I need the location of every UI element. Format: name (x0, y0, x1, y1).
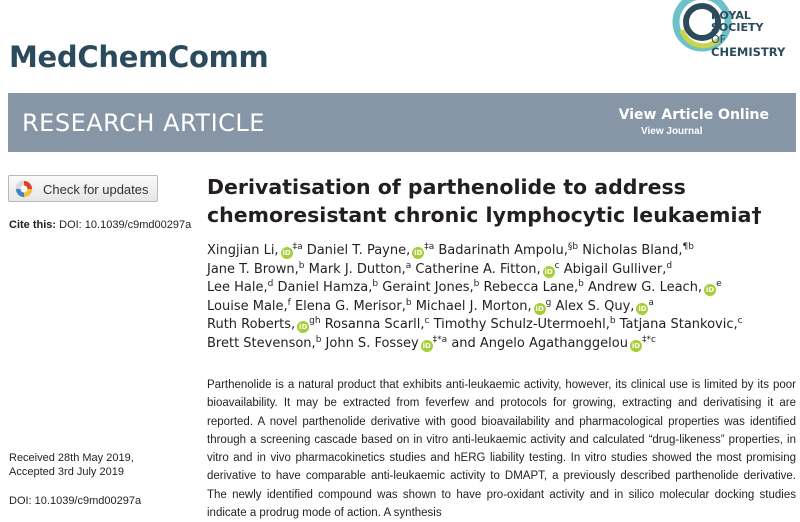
accepted-date: Accepted 3rd July 2019 (9, 466, 124, 478)
orcid-icon[interactable]: iD (705, 286, 715, 294)
publisher-line2: OF (711, 33, 726, 46)
author-line-4: Louise Male,$^f$ Elena G. Merisor,$^b$ Michael J. Morton, $iD^g$ Alex S. Quy, $iD^a$ (207, 297, 654, 314)
author-line-1: Xingjian Li, $iD^{\ddagger a}$ Daniel T. Payne, $iD^{\ddagger a}$ Badarinath Ampolu,$^{\S b}$ Nicholas Bland,$^{\P b}$ (207, 242, 694, 258)
crossmark-icon (15, 180, 33, 198)
orcid-icon[interactable]: iD (544, 267, 553, 276)
author-line-6: Brett Stevenson,$^b$ John S. Fossey $iD^{\ddagger*a}$ and Angelo Agathanggelou $iD^{\ddagger*c}$ (207, 334, 656, 351)
title-line-1: Derivatisation of parthenolide to address (207, 175, 686, 199)
orcid-icon[interactable]: iD (282, 249, 291, 257)
author-list (207, 242, 800, 353)
orcid-icon[interactable]: iD (414, 249, 423, 257)
publisher-name (711, 10, 800, 59)
view-journal-link[interactable]: View Journal (641, 126, 703, 137)
orcid-icon[interactable]: iD (422, 341, 431, 350)
journal-title: MedChemComm (9, 40, 269, 74)
publisher-line3: CHEMISTRY (711, 45, 786, 59)
publisher-line1: ROYAL SOCIETY (711, 9, 764, 34)
author-line-2: Jane T. Brown,$^b$ Mark J. Dutton,$^a$ Catherine A. Fitton, $iD^c$ Abigail Gulliver,$^d$ (207, 260, 673, 277)
citation (9, 219, 191, 231)
orcid-icon[interactable]: iD (631, 341, 641, 350)
title-line-2: chemoresistant chronic lymphocytic leukaemia† (207, 203, 762, 227)
doi[interactable]: DOI: 10.1039/c9md00297a (9, 495, 142, 507)
author-line-3: Lee Hale,$^d$ Daniel Hamza,$^b$ Geraint Jones,$^b$ Rebecca Lane,$^b$ Andrew G. Leach, $iD^e$ (207, 279, 722, 295)
view-article-online-link[interactable]: View Article Online (618, 107, 769, 123)
received-date: Received 28th May 2019, (9, 452, 134, 464)
abstract: Parthenolide is a natural product that exhibits anti-leukaemic activity, however, its clinical use is limited by its poor bioavailability. It may be extracted from feverfew and protocols for growing, extracting and derivatising it are reported. A novel parthenolide derivative with good bioavailability and pharmacological properties was identified through a screening cascade based on in vitro anti-leukaemic activity and calculated “drug-likeness” properties, in vitro and in vivo pharmacokinetics studies and hERG liability testing. In vitro studies showed the most promising derivative to have comparable anti-leukaemic activity to DMAPT, a previously described parthenolide derivative. The newly identified compound was shown to have pro-oxidant activity and in silico molecular docking studies indicate a prodrug mode of action. A synthesis (207, 379, 796, 520)
check-for-updates-label: Check for updates (43, 182, 149, 197)
orcid-icon[interactable]: iD (638, 304, 647, 313)
check-for-updates-button[interactable] (8, 175, 158, 202)
article-dates (9, 451, 134, 479)
orcid-icon[interactable]: iD (535, 304, 544, 313)
cite-label: Cite this: (9, 219, 57, 231)
orcid-icon[interactable]: iD (299, 323, 308, 331)
article-type-banner (8, 93, 796, 152)
article-type: RESEARCH ARTICLE (22, 109, 265, 137)
article-title (207, 173, 797, 229)
cite-doi-link[interactable]: DOI: 10.1039/c9md00297a (59, 219, 192, 231)
author-line-5: Ruth Roberts, $iD^{gh}$ Rosanna Scarll,$^c$ Timothy Schulz-Utermoehl,$^b$ Tatjana Stankovic,$^c$ (207, 316, 743, 332)
